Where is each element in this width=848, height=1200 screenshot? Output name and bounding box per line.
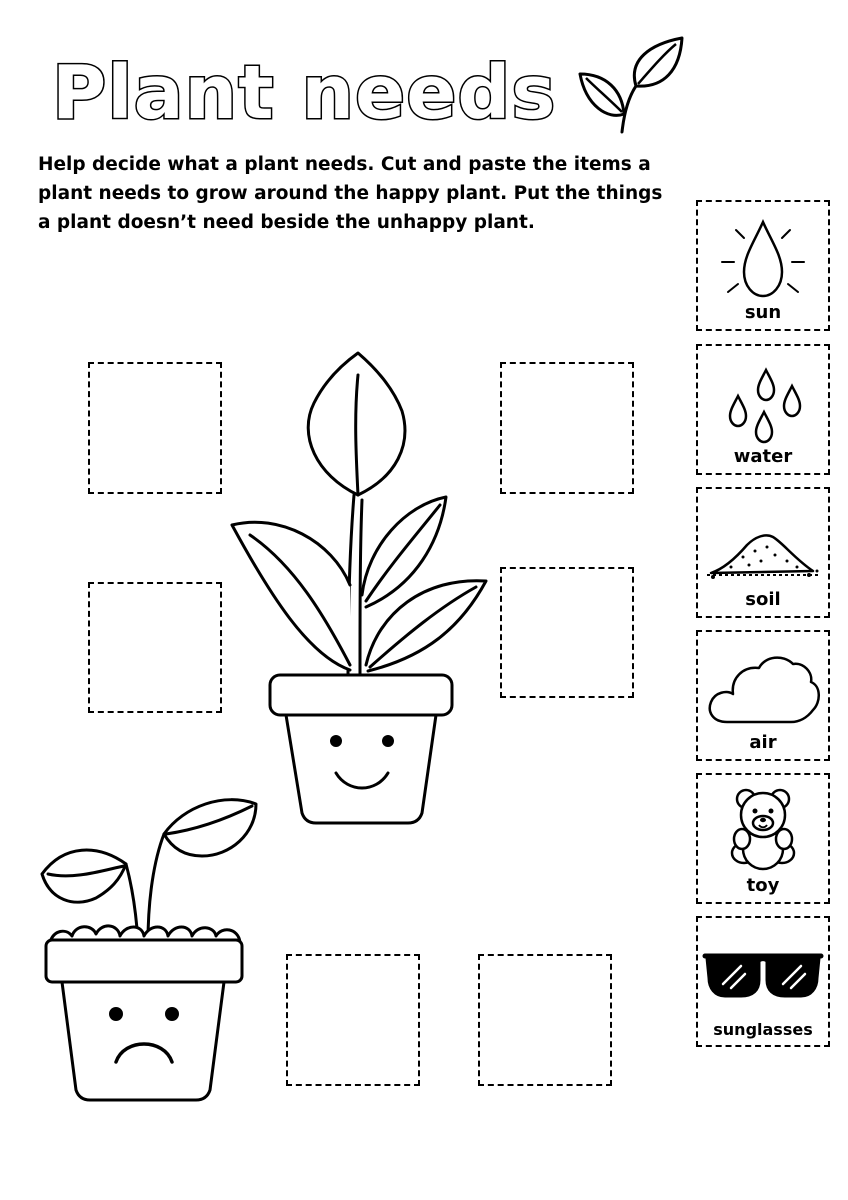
card-sun[interactable] <box>696 200 830 331</box>
card-label-sunglasses: sunglasses <box>713 1020 813 1039</box>
paste-box-unhappy-right[interactable] <box>478 954 612 1086</box>
paste-box-unhappy-left[interactable] <box>286 954 420 1086</box>
card-label-air: air <box>749 732 777 753</box>
card-label-toy: toy <box>746 875 780 896</box>
worksheet-title <box>48 40 608 140</box>
water-drop-with-rays-icon <box>708 212 818 304</box>
soil-pile-icon <box>703 499 823 591</box>
instructions-text: Help decide what a plant needs. Cut and paste the items a plant needs to grow around the happy plant. Put the things a plant doesn’t need beside the unhappy plant. <box>38 154 663 233</box>
card-air[interactable] <box>696 630 830 761</box>
happy-plant-illustration <box>220 345 500 825</box>
sprout-leaf-icon <box>572 34 692 138</box>
unhappy-plant-illustration <box>34 790 274 1110</box>
title-text: Plant needs <box>52 50 557 136</box>
card-label-sun: sun <box>744 302 782 323</box>
paste-box-happy-top-left[interactable] <box>88 362 222 494</box>
card-water[interactable] <box>696 344 830 475</box>
card-toy[interactable] <box>696 773 830 904</box>
teddy-bear-icon <box>708 785 818 877</box>
card-sunglasses[interactable] <box>696 916 830 1047</box>
card-label-water: water <box>733 446 793 467</box>
paste-box-happy-top-right[interactable] <box>500 362 634 494</box>
paste-box-happy-middle-right[interactable] <box>500 567 634 698</box>
card-soil[interactable] <box>696 487 830 618</box>
cloud-icon <box>703 642 823 734</box>
paste-box-happy-middle-left[interactable] <box>88 582 222 713</box>
water-drops-icon <box>708 356 818 448</box>
sunglasses-icon <box>701 928 825 1020</box>
card-label-soil: soil <box>745 589 781 610</box>
title-outline-lettering <box>48 40 608 140</box>
